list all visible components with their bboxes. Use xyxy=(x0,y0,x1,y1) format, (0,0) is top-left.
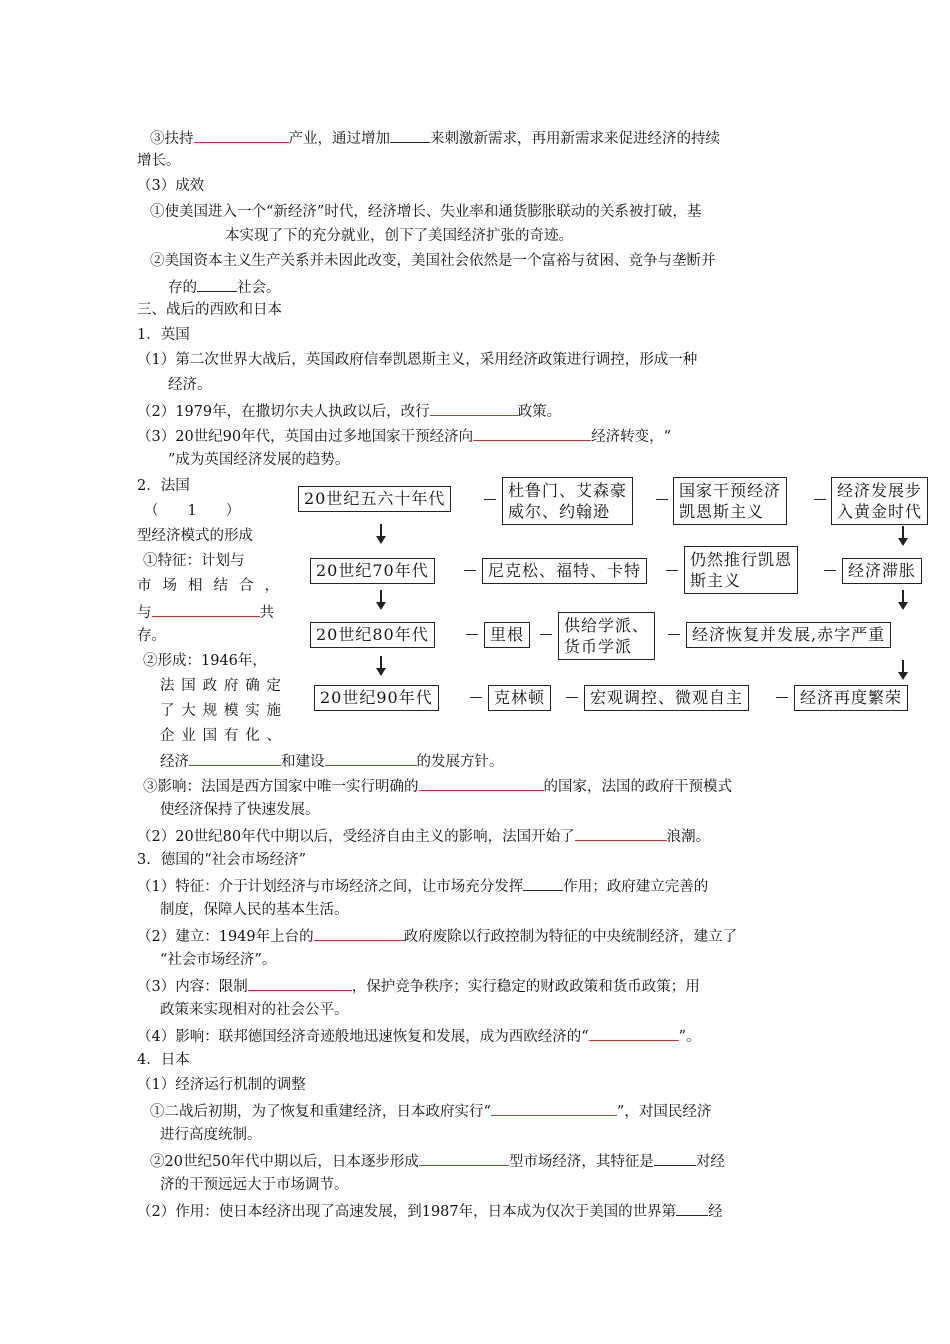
president-box: 杜鲁门、艾森豪 威尔、约翰逊 xyxy=(502,477,633,525)
down-arrow-icon xyxy=(376,656,386,678)
fill-blank[interactable] xyxy=(589,1025,679,1041)
connector xyxy=(466,634,478,635)
connector xyxy=(656,499,668,500)
president-box: 里根 xyxy=(484,622,530,648)
fill-blank[interactable] xyxy=(473,425,591,441)
connector xyxy=(776,697,788,698)
text-line: ”成为英国经济发展的趋势。 xyxy=(168,452,350,468)
text-line: 了大规模实施 xyxy=(160,703,281,719)
connector xyxy=(824,570,836,571)
subheading-uk: 1．英国 xyxy=(137,327,190,343)
text-line: 使经济保持了快速发展。 xyxy=(160,802,320,818)
subheading-japan: 4．日本 xyxy=(137,1052,190,1068)
fill-blank[interactable] xyxy=(325,750,417,766)
connector xyxy=(666,570,678,571)
down-arrow-icon xyxy=(898,660,908,682)
policy-box: 宏观调控、微观自主 xyxy=(584,685,749,711)
fill-blank[interactable] xyxy=(523,875,563,891)
fill-blank[interactable] xyxy=(419,775,544,791)
text-line: 经济。 xyxy=(168,377,212,393)
text-line: 企业国有化、 xyxy=(160,728,281,744)
text-line: ②美国资本主义生产关系并未因此改变，美国社会依然是一个富裕与贫困、竞争与垄断并 xyxy=(150,253,716,269)
text-line: （2）建立：1949年上台的 政府废除以行政控制为特征的中央统制经济，建立了 xyxy=(137,925,737,947)
fill-blank[interactable] xyxy=(654,1150,696,1166)
connector xyxy=(470,697,482,698)
text-line: “社会市场经济”。 xyxy=(160,952,277,968)
text-line: 存。 xyxy=(137,628,166,644)
text-line: ②形成：1946年， xyxy=(143,653,267,669)
fill-blank[interactable] xyxy=(152,601,260,617)
fill-blank[interactable] xyxy=(575,825,667,841)
text-line: ①特征：计划与 xyxy=(143,553,245,569)
text-line: ②20世纪50年代中期以后，日本逐步形成 型市场经济，其特征是 对经 xyxy=(150,1150,725,1172)
heading-results: （3）成效 xyxy=(137,178,205,194)
fill-blank[interactable] xyxy=(248,975,352,991)
fill-blank[interactable] xyxy=(197,276,237,292)
text-line: （2）1979年，在撒切尔夫人执政以后，改行 政策。 xyxy=(137,400,561,422)
fill-blank[interactable] xyxy=(390,127,430,143)
connector xyxy=(814,499,826,500)
text-line: （3）内容：限制 ，保护竞争秩序；实行稳定的财政政策和货币政策；用 xyxy=(137,975,700,997)
text-line: 存的 社会。 xyxy=(168,276,281,298)
era-box: 20世纪90年代 xyxy=(314,685,439,711)
text-line: 制度，保障人民的基本生活。 xyxy=(160,902,349,918)
result-box: 经济恢复并发展,赤字严重 xyxy=(686,622,891,648)
fill-blank[interactable] xyxy=(314,925,404,941)
text-line: ①二战后初期，为了恢复和重建经济，日本政府实行“ ”，对国民经济 xyxy=(150,1100,711,1122)
text-line: （2）作用：使日本经济出现了高速发展，到1987年，日本成为仅次于美国的世界第 经 xyxy=(137,1200,723,1222)
down-arrow-icon xyxy=(898,590,908,612)
president-box: 尼克松、福特、卡特 xyxy=(482,558,647,584)
text-line: 进行高度统制。 xyxy=(160,1127,262,1143)
line-support-industry: ③扶持 产业，通过增加 来刺激新需求，再用新需求来促进经济的持续 xyxy=(150,127,720,149)
policy-box: 国家干预经济 凯恩斯主义 xyxy=(673,477,787,525)
era-box: 20世纪五六十年代 xyxy=(298,486,451,512)
fill-blank[interactable] xyxy=(676,1200,708,1216)
text-line: （ 1 ） xyxy=(144,503,241,519)
fill-blank[interactable] xyxy=(194,127,289,143)
text-line: （1）经济运行机制的调整 xyxy=(137,1077,306,1093)
text-line: 增长。 xyxy=(137,153,181,169)
connector xyxy=(484,499,496,500)
era-box: 20世纪80年代 xyxy=(310,622,435,648)
result-box: 经济发展步 入黄金时代 xyxy=(831,477,928,525)
text-line: 本实现了下的充分就业，创下了美国经济扩张的奇迹。 xyxy=(225,228,573,244)
connector xyxy=(566,697,578,698)
policy-box: 供给学派、 货币学派 xyxy=(558,612,655,660)
fill-blank[interactable] xyxy=(430,400,518,416)
down-arrow-icon xyxy=(376,524,386,546)
text-line: ①使美国进入一个“新经济”时代，经济增长、失业率和通货膨胀联动的关系被打破，基 xyxy=(150,204,702,220)
connector xyxy=(464,570,476,571)
text-line: 法国政府确定 xyxy=(160,678,281,694)
subheading-germany: 3．德国的“社会市场经济” xyxy=(137,852,307,868)
text-line: （1）特征：介于计划经济与市场经济之间，让市场充分发挥 作用；政府建立完善的 xyxy=(137,875,708,897)
text-line: （3）20世纪90年代，英国由过多地国家干预经济向 经济转变，“ xyxy=(137,425,671,447)
subheading-france: 2．法国 xyxy=(137,478,190,494)
policy-box: 仍然推行凯恩 斯主义 xyxy=(684,546,798,594)
down-arrow-icon xyxy=(898,526,908,548)
fill-blank[interactable] xyxy=(419,1150,509,1166)
fill-blank[interactable] xyxy=(491,1100,617,1116)
result-box: 经济滞胀 xyxy=(842,558,922,584)
section-heading: 三、战后的西欧和日本 xyxy=(137,302,282,318)
down-arrow-icon xyxy=(376,590,386,612)
text-line: 市场相结合， xyxy=(137,578,279,594)
text-line: 经济 和建设 的发展方针。 xyxy=(160,750,504,772)
text-line: ③影响：法国是西方国家中唯一实行明确的 的国家，法国的政府干预模式 xyxy=(143,775,732,797)
text-line: 型经济模式的形成 xyxy=(137,528,253,544)
text-line: （4）影响：联邦德国经济奇迹般地迅速恢复和发展，成为西欧经济的“ ”。 xyxy=(137,1025,701,1047)
text-line: 政策来实现相对的社会公平。 xyxy=(160,1002,349,1018)
text-line: 与 共 xyxy=(137,601,274,623)
fill-blank[interactable] xyxy=(189,750,281,766)
result-box: 经济再度繁荣 xyxy=(794,685,908,711)
text-line: （1）第二次世界大战后，英国政府信奉凯恩斯主义，采用经济政策进行调控，形成一种 xyxy=(137,352,698,368)
president-box: 克林顿 xyxy=(488,685,551,711)
text-line: （2）20世纪80年代中期以后，受经济自由主义的影响，法国开始了 浪潮。 xyxy=(137,825,710,847)
era-box: 20世纪70年代 xyxy=(310,558,435,584)
connector xyxy=(540,634,552,635)
connector xyxy=(668,634,680,635)
text-line: 济的干预远远大于市场调节。 xyxy=(160,1177,349,1193)
